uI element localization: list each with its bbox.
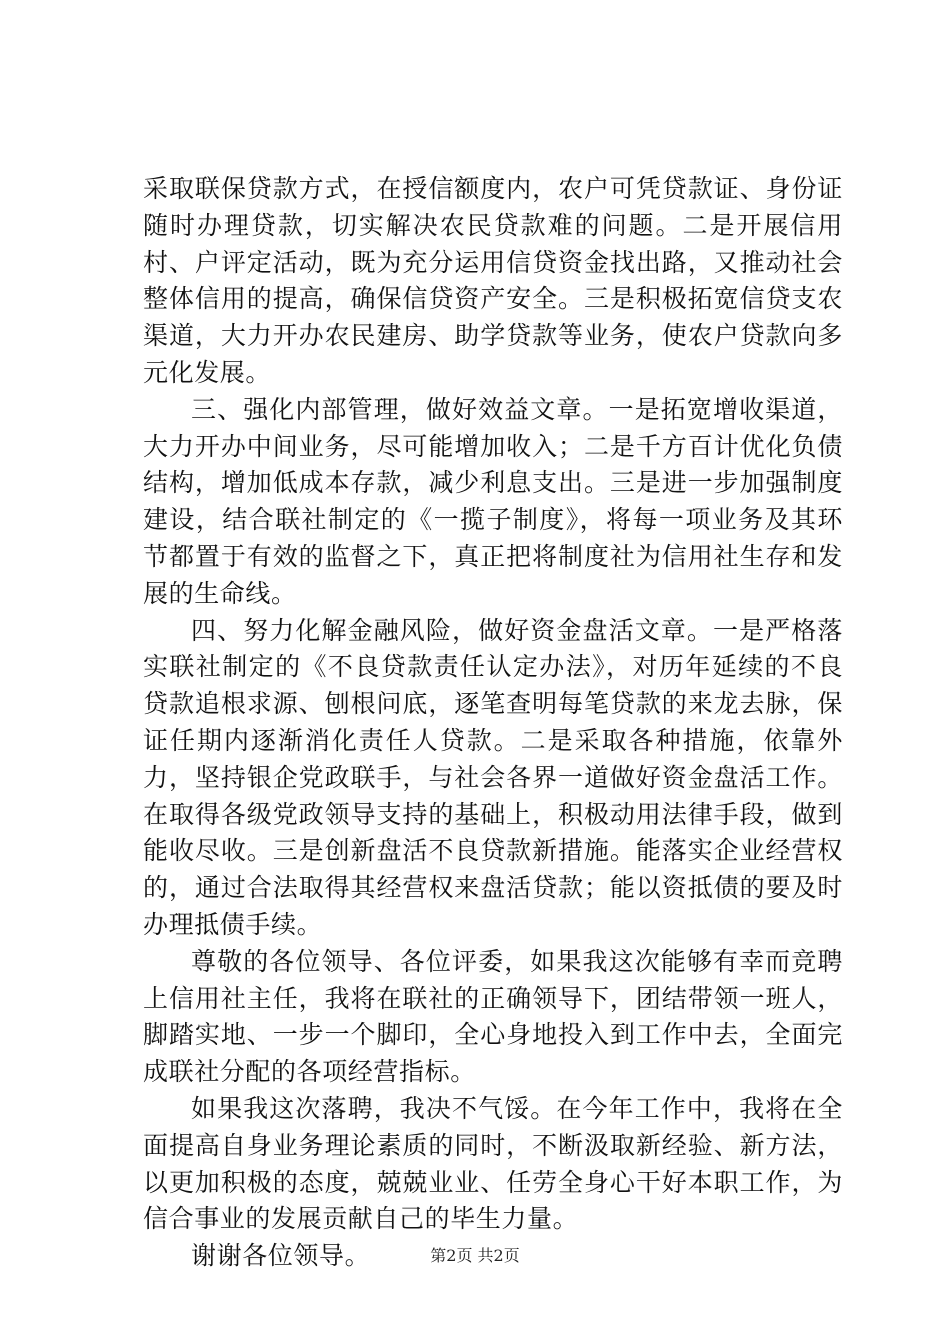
page-number-footer: 第2页 共2页 [430, 1246, 520, 1265]
paragraph-if-not-appointed: 如果我这次落聘，我决不气馁。在今年工作中，我将在全面提高自身业务理论素质的同时，不断汲取新经验、新方法，以更加积极的态度，兢兢业业、任劳全身心干好本职工作，为信合事业的发展贡献自己的毕生力量。 [143, 1093, 843, 1234]
paragraph-thanks: 谢谢各位领导。 [191, 1241, 371, 1271]
paragraph-appointment-pledge: 尊敬的各位领导、各位评委，如果我这次能够有幸而竞聘上信用社主任，我将在联社的正确领导下，团结带领一班人，脚踏实地、一步一个脚印，全心身地投入到工作中去，全面完成联社分配的各项经营指标。 [143, 946, 843, 1087]
paragraph-internal-management: 三、强化内部管理，做好效益文章。一是拓宽增收渠道，大力开办中间业务，尽可能增加收入；二是千方百计优化负债结构，增加低成本存款，减少利息支出。三是进一步加强制度建设，结合联社制定的《一揽子制度》，将每一项业务及其环节都置于有效的监督之下，真正把将制度社为信用社生存和发展的生命线。 [143, 394, 843, 608]
paragraph-financial-risk: 四、努力化解金融风险，做好资金盘活文章。一是严格落实联社制定的《不良贷款责任认定办法》，对历年延续的不良贷款追根求源、刨根问底，逐笔查明每笔贷款的来龙去脉，保证任期内逐渐消化责任人贷款。二是采取各种措施，依靠外力，坚持银企党政联手，与社会各界一道做好资金盘活工作。在取得各级党政领导支持的基础上，积极动用法律手段，做到能收尽收。三是创新盘活不良贷款新措施。能落实企业经营权的，通过合法取得其经营权来盘活贷款；能以资抵债的要及时办理抵债手续。 [143, 615, 843, 939]
paragraph-loan-methods: 采取联保贷款方式，在授信额度内，农户可凭贷款证、身份证随时办理贷款，切实解决农民贷款难的问题。二是开展信用村、户评定活动，既为充分运用信贷资金找出路，又推动社会整体信用的提高，确保信贷资产安全。三是积极拓宽信贷支农渠道，大力开办农民建房、助学贷款等业务，使农户贷款向多元化发展。 [143, 174, 843, 387]
document-body [143, 171, 843, 1275]
